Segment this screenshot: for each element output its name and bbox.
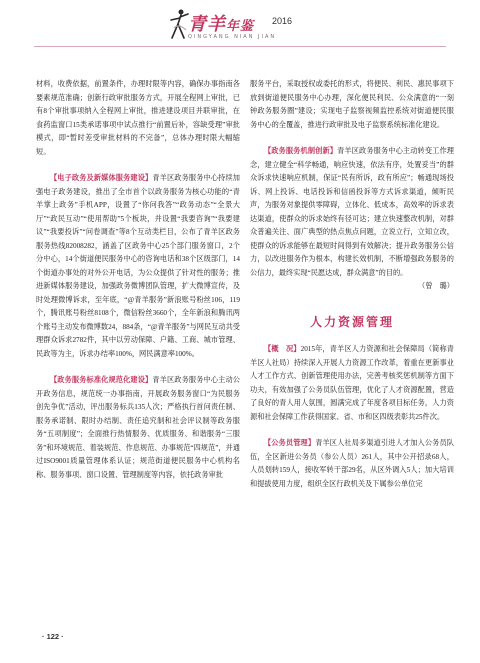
header-divider [34,46,446,47]
logo-year: 2016 [272,16,293,26]
right-paragraph-continued: 服务平台，采取授权或委托的形式，将便民、利民、惠民事项下放到街道便民服务中心办理，深化便民利民、公众满意的“一刻钟政务服务圈”建设；实现电子监察视频监控系统对街道便民服务中心的全覆盖，推进行政审批及电子监察系统标准化建设。 [250,80,454,129]
page-header [0,0,480,56]
section-tag: 【政务服务机制创新】 [264,147,338,155]
left-column [36,78,240,482]
section-body: 青羊区人社局多渠道引进人才加入公务员队伍，全区新进公务员（参公人员）261人，其中公开招录68人，人员划转159人，接收军转干部29名，从区外调入5人；加大培训和提拔使用力度，组织全区行政机关及下属参公单位完 [250,439,454,488]
section-tag: 【电子政务及新媒体服务建设】 [50,174,153,182]
author-signature: （曾 璐） [418,282,454,290]
section-body: 青羊区政务服务中心持续加强电子政务建设，推出了全市首个以政务服务为核心功能的“青羊掌上政务”手机APP，设置了“你问我答”“政务动态”“全景大厅”“政民互动”“使用帮助”5个板块，并设置“我要咨询”“我要建议”“我要投诉”“问卷调查”等8个互动类栏目，公布了青羊区政务服务热线82008282，涵盖了区政务中心25个部门服务窗口，2个分中心，14个街道便民服务中心的咨询电话和38个区级部门，14个街道办事处的对外公开电话，为公众提供了针对性的服务；推进新媒体服务建设，加强政务微博团队管理，扩大微博宣传，及时处理微博诉求，至年底，“@青羊服务”新浪账号粉丝106，119个，腾讯账号粉丝8108个，微信粉丝3660个，全年新浪和腾讯两个账号主动发布微博数24，884条，“@青羊服务”与网民互动共受理群众诉求2782件，其中以劳动保障、户籍、工商、城市管理、民政等为主，诉求办结率100%，网民满意率100%。 [36,174,240,358]
section-heading-hr: 人力资源管理 [309,314,394,329]
right-column [250,78,454,491]
section-body: 青羊区政务服务中心主动转变工作理念，建立健全“科学畅通，响应快速，依法有序，处置妥当”的群众诉求快速响应机制，保证“民有所诉，政有所应”；畅通现场投诉、网上投诉、电话投诉和信函投诉等方式诉求渠道，倾听民声，为服务对象提供零障碍，立体化、低成本，高效率的诉求表达渠道，使群众的诉求始终有径可达；建立快速整改机制，对群众普遍关注、面广典型的热点焦点问题，立说立行，立知立改，使群众的诉求能够在最短时间得到有效解决；提升政务服务公信力，以改进服务作为根本，构建长效机制，不断增强政务服务的公信力，最终实现“民愿达成，群众满意”的目的。 [250,147,454,277]
spacer [36,159,240,172]
section-standardization [36,374,240,482]
section-tag: 【政务服务标准化规范化建设】 [50,376,153,384]
left-paragraph-continued: 材料，收费依据，前置条件，办理时限等内容，确保办事指南各要素规范准确；创新行政审批服务方式，开展全程网上审批，已有8个审批事项纳入全程网上审批，推进建设项目并联审批，在食药监窗口15类承诺事项中试点推行“前置后补，容缺受理”审批模式，即“暂时差受审批材料的不完备”，总体办理时限大幅缩短。 [36,80,240,156]
section-body: 2015年，青羊区人力资源和社会保障局（简称青羊区人社局）持续深入开展人力资源工作改革，着重在更新事业人才工作方式、创新管理使用办法，完善考核奖惩机制等方面下功夫，有效加强了公务员队伍管理，优化了人才资源配置，营造了良好的青人用人氛围，圆满完成了年度各项目标任务，人力资源和社会保障工作获得国家、省、市和区四级表彰共25件次。 [250,345,454,421]
section-civil-servant [250,437,454,491]
section-mechanism-innovation [250,145,454,280]
section-tag: 【公务员管理】 [264,439,316,447]
logo-title-main: 青羊 [188,14,226,35]
spacer [250,424,454,437]
page-number: · 122 · [42,632,64,641]
section-body: 青羊区政务服务中心主动公开政务信息，规范统一办事指南，开展政务服务窗口“为民服务创先争优”活动，评出服务标兵135人次；严格执行首问责任制、服务承诺制、限时办结制、责任追究制和社会评议制等政务服务“五项制度”；全面推行热情服务、优质服务、和谐服务“三服务”和环境规范、着装规范、作息规范、办事规范“四规范”，并通过ISO9001质量管理体系认证；规范街道便民服务中心机构名称、服务事项、窗口设置、管理制度等内容，依托政务审批 [36,376,240,479]
yearbook-logo-title [188,10,254,36]
section-egov-new-media [36,172,240,361]
spacer [36,361,240,374]
logo-title-sub: 年鉴 [226,19,255,34]
section-overview [250,343,454,424]
spacer [250,132,454,145]
section-tag: 【概 况】 [264,345,301,353]
logo-pinyin: QINGYANG NIAN JIAN [188,34,277,40]
